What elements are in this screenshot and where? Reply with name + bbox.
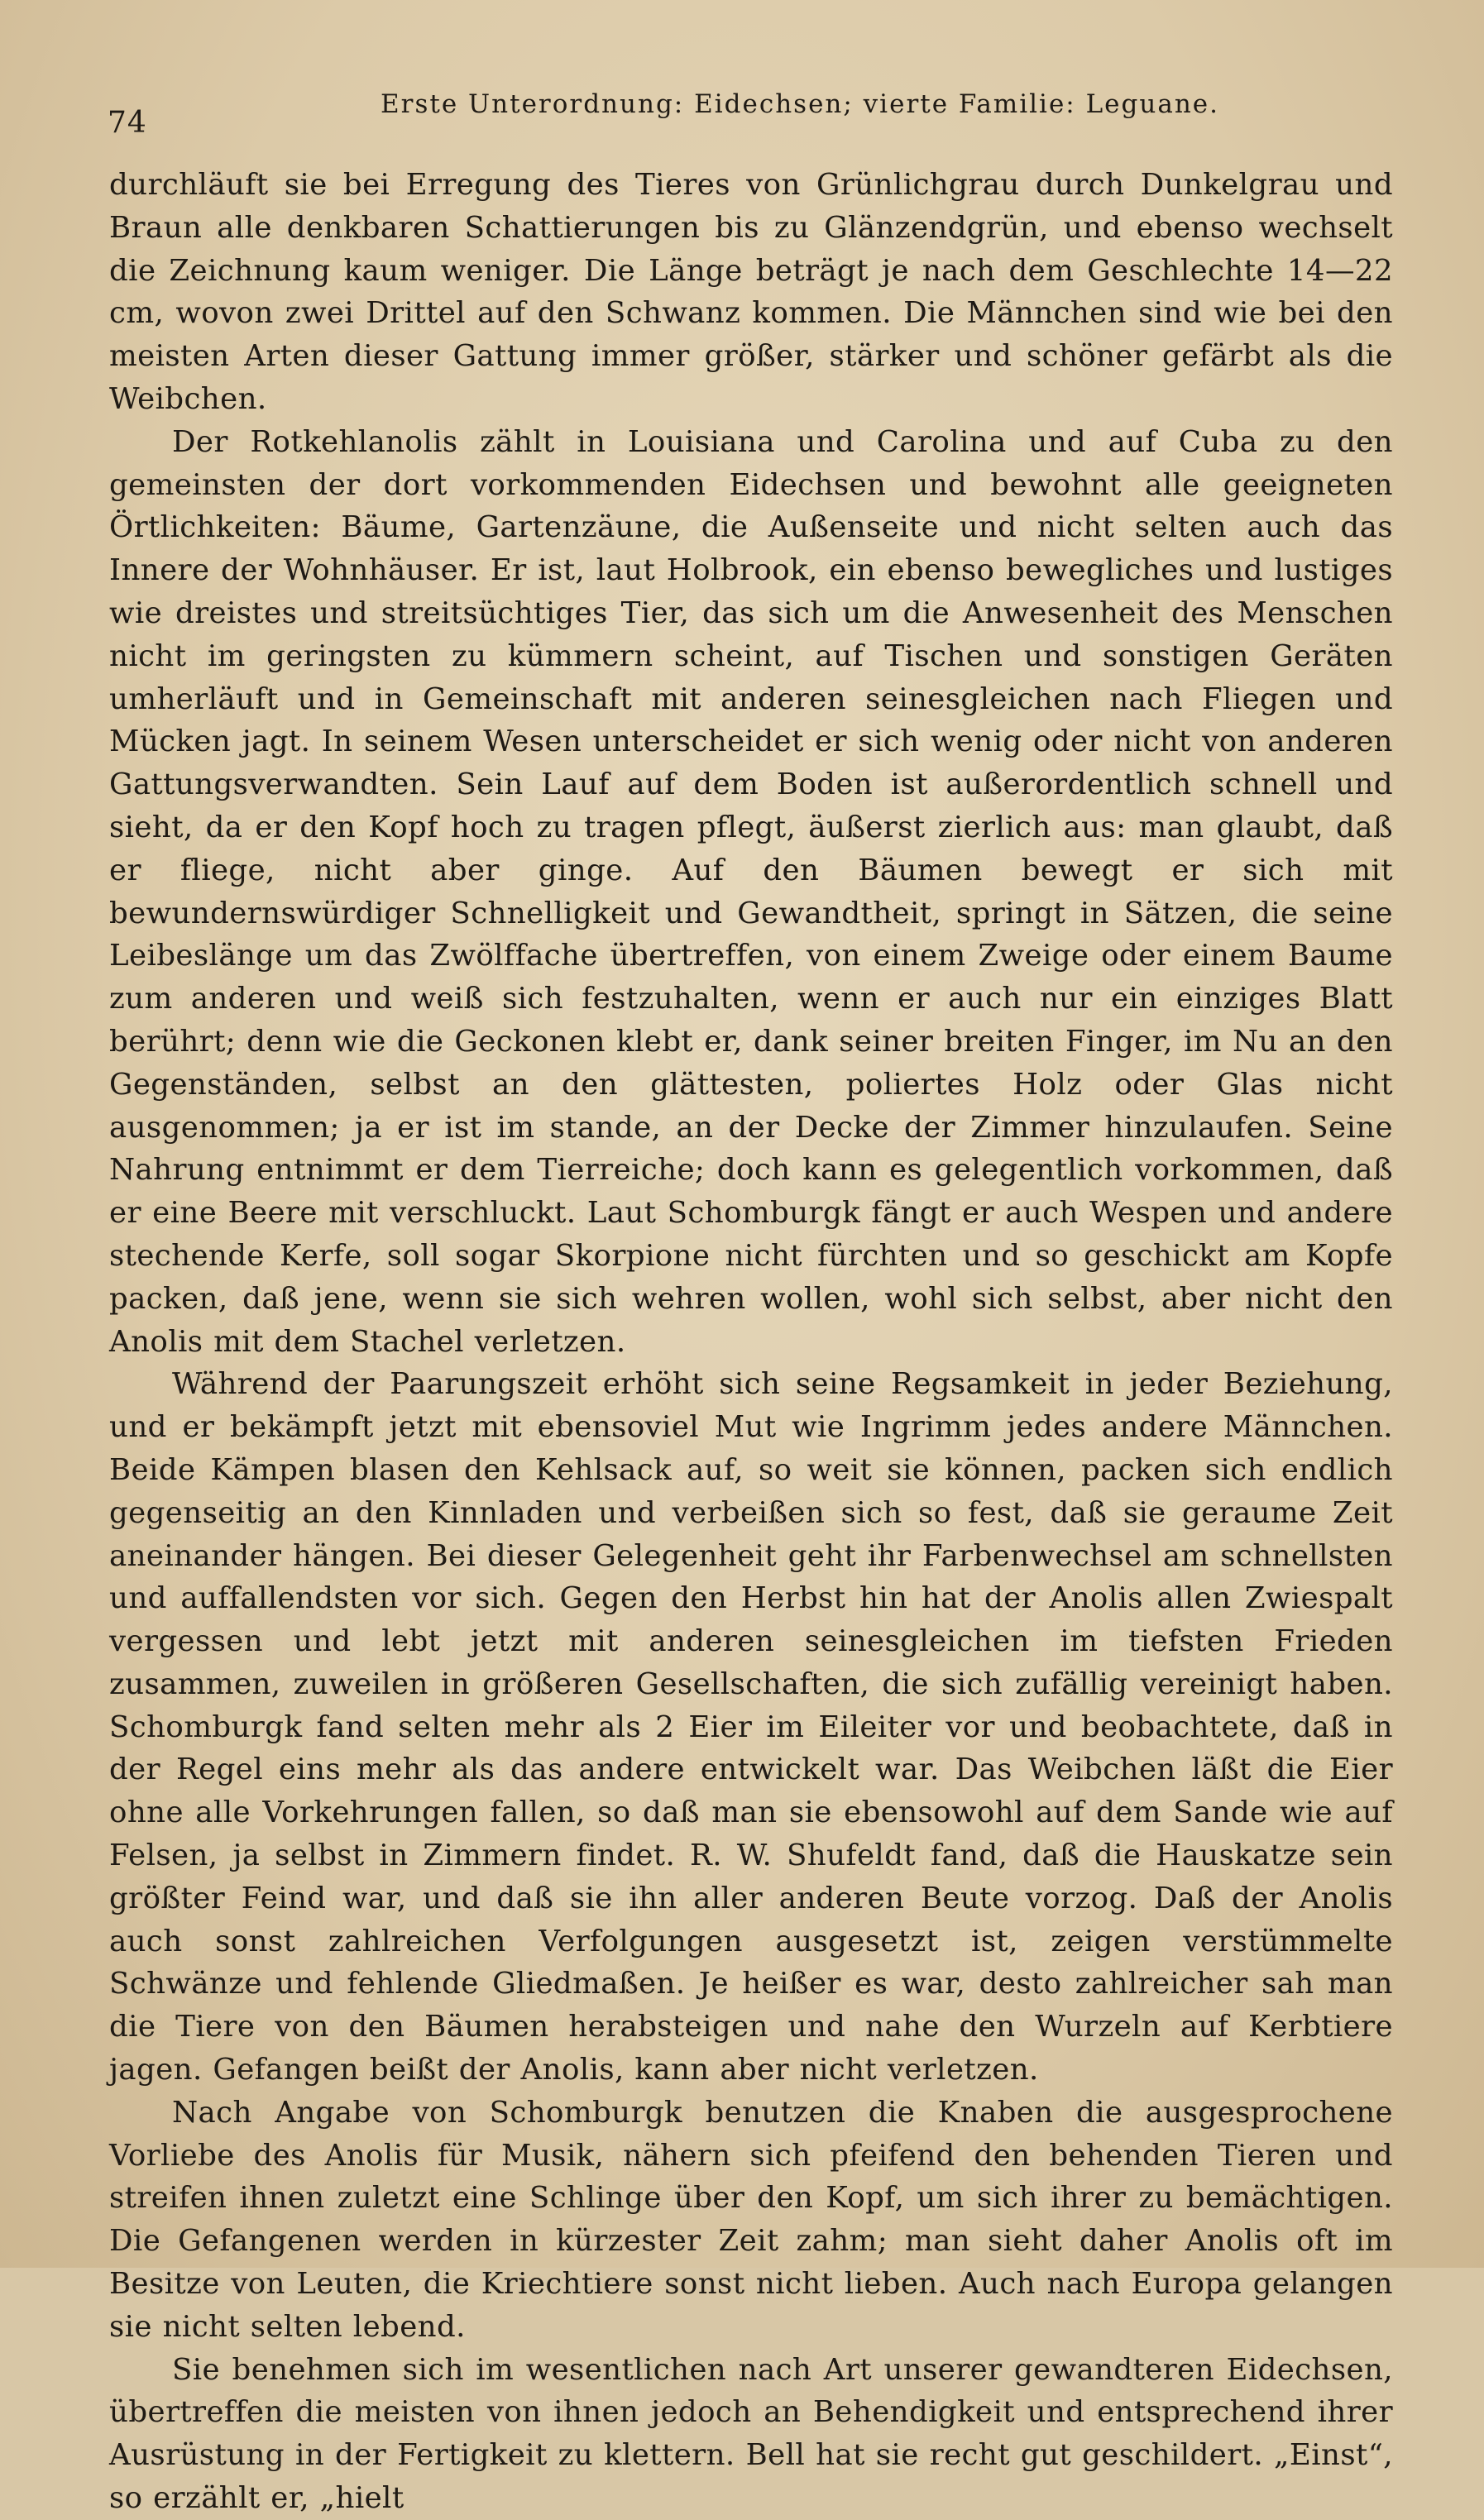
paragraph-4: Nach Angabe von Schomburgk benutzen die Knaben die ausgesprochene Vorliebe des Anolis für Musik, nähern sich pfeifend den behenden Tieren und streifen ihnen zuletzt eine Schlinge über den Kopf, um sich ihrer zu bemächtigen. Die Gefangenen werden in kürzester Zeit zahm; man sieht daher Anolis oft im Besitze von Leuten, die Kriechtiere sonst nicht lieben. Auch nach Europa gelangen sie nicht selten lebend. (109, 2095, 1393, 2344)
paragraph-3: Während der Paarungszeit erhöht sich seine Regsamkeit in jeder Beziehung, und er bekämpft jetzt mit ebensoviel Mut wie Ingrimm jedes andere Männchen. Beide Kämpen blasen den Kehlsack auf, so weit sie können, packen sich endlich gegenseitig an den Kinnladen und verbeißen sich so fest, daß sie geraume Zeit aneinander hängen. Bei dieser Gelegenheit geht ihr Farbenwechsel am schnellsten und auffallendsten vor sich. Gegen den Herbst hin hat der Anolis allen Zwiespalt vergessen und lebt jetzt mit anderen seinesgleichen im tiefsten Frieden zusammen, zuweilen in größeren Gesellschaften, die sich zufällig vereinigt haben. Schomburgk fand selten mehr als 2 Eier im Eileiter vor und beobachtete, daß in der Regel eins mehr als das andere entwickelt war. Das Weibchen läßt die Eier ohne alle Vorkehrungen fallen, so daß man sie ebensowohl auf dem Sande wie auf Felsen, ja selbst in Zimmern findet. R. W. Shufeldt fand, daß die Hauskatze sein größter Feind war, und daß sie ihn aller anderen Beute vorzog. Daß der Anolis auch sonst zahlreichen Verfolgungen ausgesetzt ist, zeigen verstümmelte Schwänze und fehlende Gliedmaßen. Je heißer es war, desto zahlreicher sah man die Tiere von den Bäumen herabsteigen und nahe den Wurzeln auf Kerbtiere jagen. Gefangen beißt der Anolis, kann aber nicht verletzen. (109, 1367, 1393, 2087)
paragraph-1: durchläuft sie bei Erregung des Tieres von Grünlichgrau durch Dunkelgrau und Braun alle denkbaren Schattierungen bis zu Glänzendgrün, und ebenso wechselt die Zeichnung kaum weniger. Die Länge beträgt je nach dem Geschlechte 14—22 cm, wovon zwei Drittel auf den Schwanz kommen. Die Männchen sind wie bei den meisten Arten dieser Gattung immer größer, stärker und schöner gefärbt als die Weibchen. (109, 168, 1393, 416)
body-text (109, 164, 1393, 2520)
page-number: 74 (108, 106, 147, 140)
paragraph-2: Der Rotkehlanolis zählt in Louisiana und Carolina und auf Cuba zu den gemeinsten der dort vorkommenden Eidechsen und bewohnt alle geeigneten Örtlichkeiten: Bäume, Gartenzäune, die Außenseite und nicht selten auch das Innere der Wohnhäuser. Er ist, laut Holbrook, ein ebenso bewegliches und lustiges wie dreistes und streitsüchtiges Tier, das sich um die Anwesenheit des Menschen nicht im geringsten zu kümmern scheint, auf Tischen und sonstigen Geräten umherläuft und in Gemeinschaft mit anderen seinesgleichen nach Fliegen und Mücken jagt. In seinem Wesen unterscheidet er sich wenig oder nicht von anderen Gattungsverwandten. Sein Lauf auf dem Boden ist außerordentlich schnell und sieht, da er den Kopf hoch zu tragen pflegt, äußerst zierlich aus: man glaubt, daß er fliege, nicht aber ginge. Auf den Bäumen bewegt er sich mit bewundernswürdiger Schnelligkeit und Gewandtheit, springt in Sätzen, die seine Leibeslänge um das Zwölffache übertreffen, von einem Zweige oder einem Baume zum anderen und weiß sich festzuhalten, wenn er auch nur ein einziges Blatt berührt; denn wie die Geckonen klebt er, dank seiner breiten Finger, im Nu an den Gegenständen, selbst an den glättesten, poliertes Holz oder Glas nicht ausgenommen; ja er ist im stande, an der Decke der Zimmer hinzulaufen. Seine Nahrung entnimmt er dem Tierreiche; doch kann es gelegentlich vorkommen, daß er eine Beere mit verschluckt. Laut Schomburgk fängt er auch Wespen und andere stechende Kerfe, soll sogar Skorpione nicht fürchten und so geschickt am Kopfe packen, daß jene, wenn sie sich wehren wollen, wohl sich selbst, aber nicht den Anolis mit dem Stachel verletzen. (109, 424, 1393, 1359)
paragraph-5: Sie benehmen sich im wesentlichen nach Art unserer gewandteren Eidechsen, übertreffen die meisten von ihnen jedoch an Behendigkeit und entsprechend ihrer Ausrüstung in der Fertigkeit zu klettern. Bell hat sie recht gut geschildert. „Einst“, so erzählt er, „hielt (109, 2352, 1393, 2516)
page-header (108, 83, 1398, 140)
running-head: Erste Unterordnung: Eidechsen; vierte Familie: Leguane. (381, 89, 1219, 119)
